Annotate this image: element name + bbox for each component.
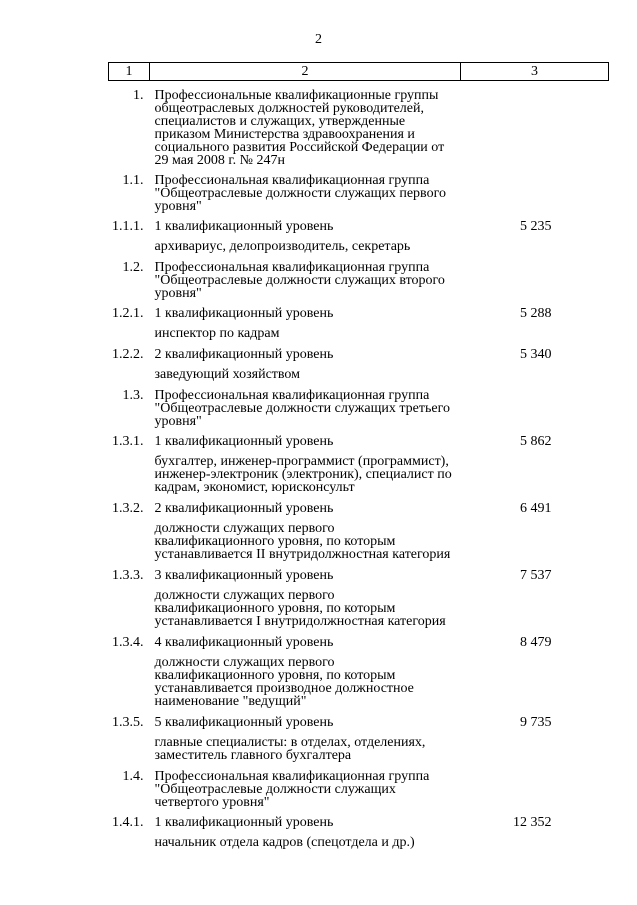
row-value: 5 288 [520, 306, 552, 321]
row-number: 1.2.1. [112, 306, 144, 321]
row-number [109, 448, 150, 495]
table-row [109, 167, 609, 213]
table-row [109, 649, 609, 709]
row-description: 1 квалификационный уровень [154, 815, 334, 830]
row-number [109, 649, 150, 709]
row-description: Профессиональная квалификационная группа "Общеотраслевые должности служащих второго уровня" [154, 260, 445, 301]
row-value [461, 320, 609, 341]
row-value [461, 829, 609, 850]
table-row [109, 562, 609, 582]
table-row [109, 629, 609, 649]
row-number: 1. [133, 88, 144, 103]
row-value [461, 361, 609, 382]
row-value [461, 233, 609, 254]
row-number: 1.3.2. [112, 501, 144, 516]
table-row [109, 495, 609, 515]
row-description: Профессиональная квалификационная группа "Общеотраслевые должности служащих первого уровня" [154, 173, 446, 214]
row-value [461, 763, 609, 809]
table-row [109, 809, 609, 829]
row-value [461, 167, 609, 213]
table-row [109, 382, 609, 428]
table-row [109, 361, 609, 382]
salary-table [108, 62, 609, 850]
row-value [461, 649, 609, 709]
row-number: 1.3.3. [112, 568, 144, 583]
row-description: 4 квалификационный уровень [154, 635, 334, 650]
row-description: бухгалтер, инженер-программист (программист), инженер-электроник (электроник), специалист по кадрам, экономист, юрисконсульт [154, 454, 452, 495]
row-number: 1.2. [122, 260, 144, 275]
row-number [109, 233, 150, 254]
table-row [109, 709, 609, 729]
row-number [109, 515, 150, 562]
column-header-2: 2 [150, 63, 461, 81]
table-row [109, 320, 609, 341]
table-row [109, 213, 609, 233]
row-value [461, 729, 609, 763]
row-value [461, 382, 609, 428]
row-description: должности служащих первого квалификационного уровня, по которым устанавливается I внутридолжностная категория [154, 588, 446, 629]
table-row [109, 81, 609, 168]
row-description: должности служащих первого квалификационного уровня, по которым устанавливается производное должностное наименование "ведущий" [154, 655, 414, 709]
row-description: 2 квалификационный уровень [154, 347, 334, 362]
row-number [109, 729, 150, 763]
row-description: главные специалисты: в отделах, отделениях, заместитель главного бухгалтера [154, 735, 426, 763]
row-value [461, 81, 609, 168]
row-value [461, 254, 609, 300]
row-number: 1.1. [122, 173, 144, 188]
row-description: Профессиональная квалификационная группа "Общеотраслевые должности служащих четвертого уровня" [154, 769, 430, 810]
row-description: Профессиональные квалификационные группы общеотраслевых должностей руководителей, специалистов и служащих, утвержденные приказом Министерства здравоохранения и социального развития Российской Федерации от 29 мая 2008 г. № 247н [154, 88, 445, 168]
row-description: 3 квалификационный уровень [154, 568, 334, 583]
row-description: должности служащих первого квалификационного уровня, по которым устанавливается II внутридолжностная категория [154, 521, 451, 562]
row-description: архивариус, делопроизводитель, секретарь [154, 239, 411, 254]
row-value: 7 537 [520, 568, 552, 583]
row-description: 1 квалификационный уровень [154, 219, 334, 234]
table-row [109, 763, 609, 809]
row-number: 1.3. [122, 388, 144, 403]
table-row [109, 300, 609, 320]
row-number: 1.4.1. [112, 815, 144, 830]
row-value: 8 479 [520, 635, 552, 650]
table-header-row [109, 63, 609, 81]
row-number [109, 361, 150, 382]
row-value: 5 862 [520, 434, 552, 449]
row-number: 1.3.1. [112, 434, 144, 449]
row-value: 9 735 [520, 715, 552, 730]
table-row [109, 729, 609, 763]
table-row [109, 233, 609, 254]
row-description: Профессиональная квалификационная группа "Общеотраслевые должности служащих третьего уровня" [154, 388, 450, 429]
row-description: заведующий хозяйством [154, 367, 301, 382]
table-row [109, 341, 609, 361]
row-description: 1 квалификационный уровень [154, 306, 334, 321]
row-value: 5 235 [520, 219, 552, 234]
row-description: инспектор по кадрам [154, 326, 280, 341]
row-value: 5 340 [520, 347, 552, 362]
row-number: 1.4. [122, 769, 144, 784]
page-number: 2 [315, 32, 322, 47]
row-description: 2 квалификационный уровень [154, 501, 334, 516]
table-row [109, 582, 609, 629]
row-number [109, 829, 150, 850]
table-body [109, 81, 609, 851]
row-value [461, 448, 609, 495]
row-number [109, 320, 150, 341]
row-number: 1.3.5. [112, 715, 144, 730]
row-description: начальник отдела кадров (спецотдела и др.) [154, 835, 415, 850]
row-value: 6 491 [520, 501, 552, 516]
row-value: 12 352 [513, 815, 552, 830]
row-number [109, 582, 150, 629]
table-row [109, 515, 609, 562]
row-number: 1.1.1. [112, 219, 144, 234]
table-row [109, 428, 609, 448]
table-row [109, 254, 609, 300]
table-row [109, 829, 609, 850]
row-value [461, 582, 609, 629]
row-value [461, 515, 609, 562]
row-description: 5 квалификационный уровень [154, 715, 334, 730]
row-number: 1.2.2. [112, 347, 144, 362]
column-header-1: 1 [109, 63, 150, 81]
row-number: 1.3.4. [112, 635, 144, 650]
column-header-3: 3 [461, 63, 609, 81]
row-description: 1 квалификационный уровень [154, 434, 334, 449]
table-row [109, 448, 609, 495]
